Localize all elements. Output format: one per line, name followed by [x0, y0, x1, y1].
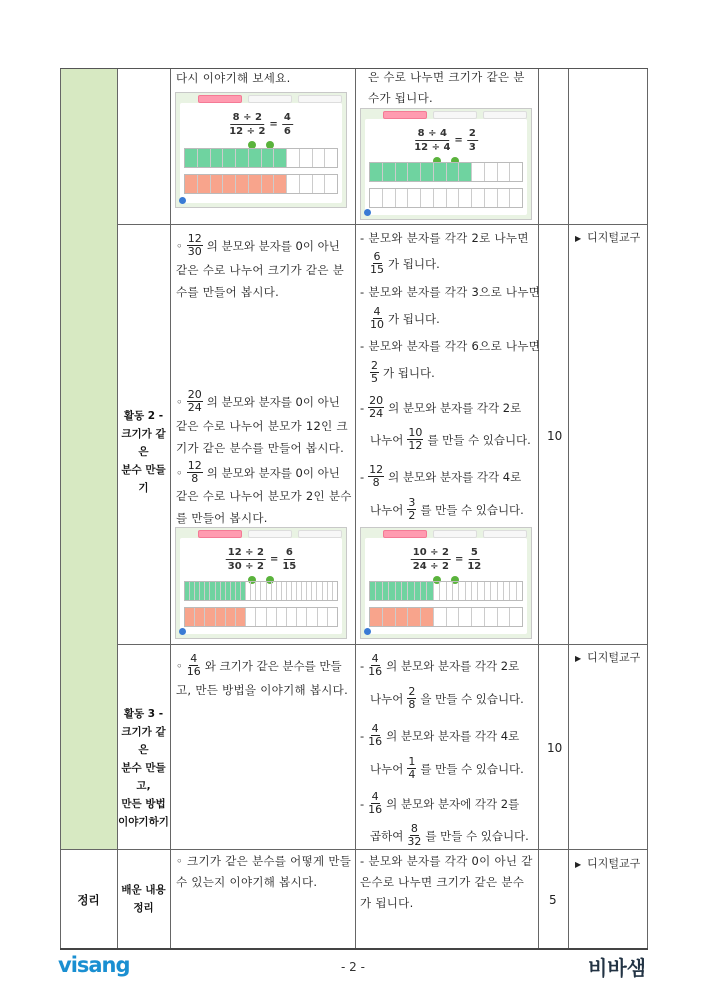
- fraction-bar: [369, 581, 523, 601]
- bar-segment: [396, 189, 409, 207]
- row4-time: 5: [549, 893, 557, 907]
- fraction-bar: [184, 581, 338, 601]
- bar-segment: [498, 163, 511, 181]
- bar-segment: [274, 149, 287, 167]
- widget-board: [180, 538, 342, 634]
- bar-segment: [472, 608, 485, 626]
- row2-answer-3: - 분모와 분자를 각각 6으로 나누면: [360, 339, 541, 353]
- bar-segment: [434, 189, 447, 207]
- bar-segment: [459, 608, 472, 626]
- bar-segment: [421, 608, 434, 626]
- bar-segment: [485, 163, 498, 181]
- bar-segment: [370, 189, 383, 207]
- bar-segment: [236, 175, 249, 193]
- result-denominator: 3: [468, 142, 476, 153]
- bar-segment: [447, 163, 460, 181]
- widget-tab[interactable]: [248, 95, 292, 103]
- widget-tab[interactable]: [483, 530, 527, 538]
- bar-segment: [408, 189, 421, 207]
- play-triangle-icon: ▶: [575, 654, 582, 663]
- equation-denominator: 12 ÷ 4: [414, 142, 451, 153]
- widget-tabs: [383, 111, 527, 119]
- row3-answer-2: - $\frac{4}{16}$ 의 분모와 분자를 각각 4로: [360, 722, 520, 748]
- bar-segment: [223, 149, 236, 167]
- page-number: - 2 -: [341, 960, 365, 974]
- bar-segment: [262, 149, 275, 167]
- row3-question: ◦ $\frac{4}{16}$ 와 크기가 같은 분수를 만들: [176, 652, 342, 678]
- fraction-bar: [184, 607, 338, 627]
- bar-segment: [517, 582, 522, 600]
- bar-segment: [249, 175, 262, 193]
- bar-segment: [185, 608, 195, 626]
- bar-segment: [472, 189, 485, 207]
- row3-answer-3: - $\frac{4}{16}$ 의 분모와 분자에 각각 2를: [360, 790, 520, 816]
- bar-segment: [396, 163, 409, 181]
- widget-board: [365, 538, 527, 634]
- bar-segment: [198, 175, 211, 193]
- fraction-widget-4[interactable]: [360, 527, 532, 639]
- bar-segment: [313, 149, 326, 167]
- fraction-equation: $\frac{8 \div 4}{12 \div 4}$ = $\frac{2}{3}$: [414, 128, 476, 153]
- home-icon[interactable]: [364, 209, 371, 216]
- bar-segment: [485, 608, 498, 626]
- bar-segment: [185, 175, 198, 193]
- bar-segment: [211, 175, 224, 193]
- bar-segment: [510, 189, 522, 207]
- bar-segment: [287, 175, 300, 193]
- row2-answer-1-result: $\frac{6}{15}$ 가 됩니다.: [370, 250, 440, 276]
- bar-segment: [421, 189, 434, 207]
- equation-numerator: 8 ÷ 2: [232, 112, 262, 123]
- widget-tabs: [198, 95, 342, 103]
- bar-segment: [236, 149, 249, 167]
- widget-board: [180, 103, 342, 203]
- row1-activity-text: 다시 이야기해 보세요.: [176, 71, 291, 85]
- result-numerator: 4: [283, 112, 291, 123]
- widget-tab[interactable]: [433, 111, 477, 119]
- row4-tool[interactable]: ▶ 디지털교구: [575, 857, 641, 870]
- fraction-bar: [184, 148, 338, 168]
- row2-question-1-cont: 같은 수로 나누어 크기가 같은 분수를 만들어 봅시다.: [176, 263, 345, 299]
- bar-segment: [333, 582, 337, 600]
- row1-answer-text: 은 수로 나누면 크기가 같은 분수가 됩니다.: [368, 70, 525, 105]
- home-icon[interactable]: [179, 197, 186, 204]
- summary-label: 배운 내용 정리: [121, 884, 166, 914]
- equation-numerator: 10 ÷ 2: [412, 547, 449, 558]
- equation-numerator: 12 ÷ 2: [227, 547, 264, 558]
- fraction-widget-3[interactable]: [175, 527, 347, 639]
- row2-answer-2-result: $\frac{4}{10}$ 가 됩니다.: [370, 305, 440, 331]
- stage-summary-label: 정리: [77, 893, 100, 907]
- bar-segment: [246, 608, 256, 626]
- row2-answer-4-result: 나누어 $\frac{10}{12}$ 를 만들 수 있습니다.: [370, 426, 531, 452]
- bar-segment: [277, 608, 287, 626]
- fraction-bar: [369, 188, 523, 208]
- widget-tab[interactable]: [198, 530, 242, 538]
- bar-segment: [287, 608, 297, 626]
- row2-answer-1: - 분모와 분자를 각각 2로 나누면: [360, 231, 529, 245]
- bar-segment: [459, 163, 472, 181]
- bar-segment: [459, 189, 472, 207]
- activity-2-label: 활동 2 - 크기가 같은 분수 만들기: [121, 410, 166, 494]
- fraction-equation: $\frac{10 \div 2}{24 \div 2}$ = $\frac{5}{12}$: [412, 547, 482, 572]
- row3-time: 10: [547, 741, 563, 755]
- bar-segment: [195, 608, 205, 626]
- bar-segment: [510, 163, 522, 181]
- widget-tabs: [198, 530, 342, 538]
- bar-segment: [262, 175, 275, 193]
- bar-segment: [300, 149, 313, 167]
- bar-segment: [408, 608, 421, 626]
- widget-tab[interactable]: [383, 530, 427, 538]
- summary-question: ◦ 크기가 같은 분수를 어떻게 만들 수 있는지 이야기해 봅시다.: [176, 854, 352, 889]
- row2-answer-4: - $\frac{20}{24}$ 의 분모와 분자를 각각 2로: [360, 394, 522, 420]
- bar-segment: [185, 149, 198, 167]
- bar-segment: [498, 189, 511, 207]
- row3-answer-2-result: 나누어 $\frac{1}{4}$ 를 만들 수 있습니다.: [370, 755, 524, 781]
- row3-answer-1-result: 나누어 $\frac{2}{8}$ 을 만들 수 있습니다.: [370, 685, 524, 711]
- bar-segment: [205, 608, 215, 626]
- row3-tool[interactable]: ▶ 디지털교구: [575, 651, 641, 664]
- bar-segment: [274, 175, 287, 193]
- bar-segment: [447, 608, 460, 626]
- widget-tab[interactable]: [433, 530, 477, 538]
- fraction-widget-2[interactable]: [360, 108, 532, 220]
- bar-segment: [383, 163, 396, 181]
- row3-answer-3-result: 곱하여 $\frac{8}{32}$ 를 만들 수 있습니다.: [370, 822, 529, 848]
- bar-segment: [223, 175, 236, 193]
- row2-answer-5-result: 나누어 $\frac{3}{2}$ 를 만들 수 있습니다.: [370, 496, 524, 522]
- bar-segment: [370, 163, 383, 181]
- bar-segment: [383, 189, 396, 207]
- row3-answer-1: - $\frac{4}{16}$ 의 분모와 분자를 각각 2로: [360, 652, 520, 678]
- equation-denominator: 12 ÷ 2: [229, 126, 266, 137]
- result-denominator: 15: [282, 561, 297, 572]
- bar-segment: [287, 149, 300, 167]
- home-icon[interactable]: [364, 628, 371, 635]
- bar-segment: [318, 608, 328, 626]
- bar-segment: [307, 608, 317, 626]
- result-denominator: 6: [283, 126, 291, 137]
- bar-segment: [383, 608, 396, 626]
- row2-question-2: ◦ $\frac{20}{24}$ 의 분모와 분자를 0이 아닌: [176, 388, 340, 414]
- bar-segment: [328, 608, 337, 626]
- fraction-equation: $\frac{8 \div 2}{12 \div 2}$ = $\frac{4}{6}$: [229, 112, 291, 137]
- row2-question-3-cont: 같은 수로 나누어 분모가 2인 분수를 만들어 봅시다.: [176, 489, 352, 525]
- widget-tab[interactable]: [483, 111, 527, 119]
- bar-segment: [434, 608, 447, 626]
- bar-segment: [396, 608, 409, 626]
- row2-answer-3-result: $\frac{2}{5}$ 가 됩니다.: [371, 359, 435, 385]
- widget-board: [365, 119, 527, 215]
- result-numerator: 5: [470, 547, 478, 558]
- widget-tab[interactable]: [383, 111, 427, 119]
- widget-tabs: [383, 530, 527, 538]
- widget-tab[interactable]: [298, 530, 342, 538]
- bar-segment: [313, 175, 326, 193]
- bar-segment: [370, 608, 383, 626]
- widget-tab[interactable]: [298, 95, 342, 103]
- row2-question-2-cont: 같은 수로 나누어 분모가 12인 크기가 같은 분수를 만들어 봅시다.: [176, 419, 348, 455]
- bar-segment: [216, 608, 226, 626]
- equation-denominator: 30 ÷ 2: [227, 561, 264, 572]
- bar-segment: [236, 608, 246, 626]
- bar-segment: [421, 163, 434, 181]
- widget-tab[interactable]: [198, 95, 242, 103]
- row2-tool[interactable]: ▶ 디지털교구: [575, 231, 641, 244]
- home-icon[interactable]: [179, 628, 186, 635]
- bar-segment: [249, 149, 262, 167]
- bar-segment: [300, 175, 313, 193]
- bar-segment: [447, 189, 460, 207]
- widget-tab[interactable]: [248, 530, 292, 538]
- bar-segment: [325, 149, 337, 167]
- bar-segment: [408, 163, 421, 181]
- row2-time: 10: [547, 429, 563, 443]
- bar-segment: [485, 189, 498, 207]
- row2-answer-5: - $\frac{12}{8}$ 의 분모와 분자를 각각 4로: [360, 463, 522, 489]
- row3-question-cont: 고, 만든 방법을 이야기해 봅시다.: [176, 683, 349, 697]
- bar-segment: [434, 163, 447, 181]
- fraction-bar: [369, 607, 523, 627]
- fraction-widget-1[interactable]: [175, 92, 347, 208]
- row2-answer-2: - 분모와 분자를 각각 3으로 나누면: [360, 285, 541, 299]
- stage-column-shading: [60, 69, 117, 849]
- fraction-equation: $\frac{12 \div 2}{30 \div 2}$ = $\frac{6}{15}$: [227, 547, 297, 572]
- bar-segment: [256, 608, 266, 626]
- summary-answer: - 분모와 분자를 각각 0이 아닌 같은수로 나누면 크기가 같은 분수가 됩니다.: [360, 854, 533, 910]
- lesson-plan-table: [60, 68, 648, 950]
- bar-segment: [498, 608, 511, 626]
- vivasam-logo: 비바샘: [588, 956, 646, 980]
- play-triangle-icon: ▶: [575, 860, 582, 869]
- page-footer: [0, 950, 706, 1000]
- play-triangle-icon: ▶: [575, 234, 582, 243]
- bar-segment: [267, 608, 277, 626]
- bar-segment: [325, 175, 337, 193]
- equation-numerator: 8 ÷ 4: [417, 128, 447, 139]
- result-denominator: 12: [467, 561, 482, 572]
- bar-segment: [297, 608, 307, 626]
- bar-segment: [472, 163, 485, 181]
- activity-3-label: 활동 3 - 크기가 같은 분수 만들고, 만든 방법 이야기하기: [118, 708, 169, 828]
- fraction-bar: [184, 174, 338, 194]
- bar-segment: [198, 149, 211, 167]
- fraction-bar: [369, 162, 523, 182]
- result-numerator: 2: [468, 128, 476, 139]
- equation-denominator: 24 ÷ 2: [412, 561, 449, 572]
- row2-question-1: ◦ $\frac{12}{30}$ 의 분모와 분자를 0이 아닌: [176, 232, 340, 258]
- row2-question-3: ◦ $\frac{12}{8}$ 의 분모와 분자를 0이 아닌: [176, 459, 340, 485]
- result-numerator: 6: [285, 547, 293, 558]
- bar-segment: [226, 608, 236, 626]
- bar-segment: [211, 149, 224, 167]
- visang-logo: visang: [58, 953, 130, 977]
- bar-segment: [510, 608, 522, 626]
